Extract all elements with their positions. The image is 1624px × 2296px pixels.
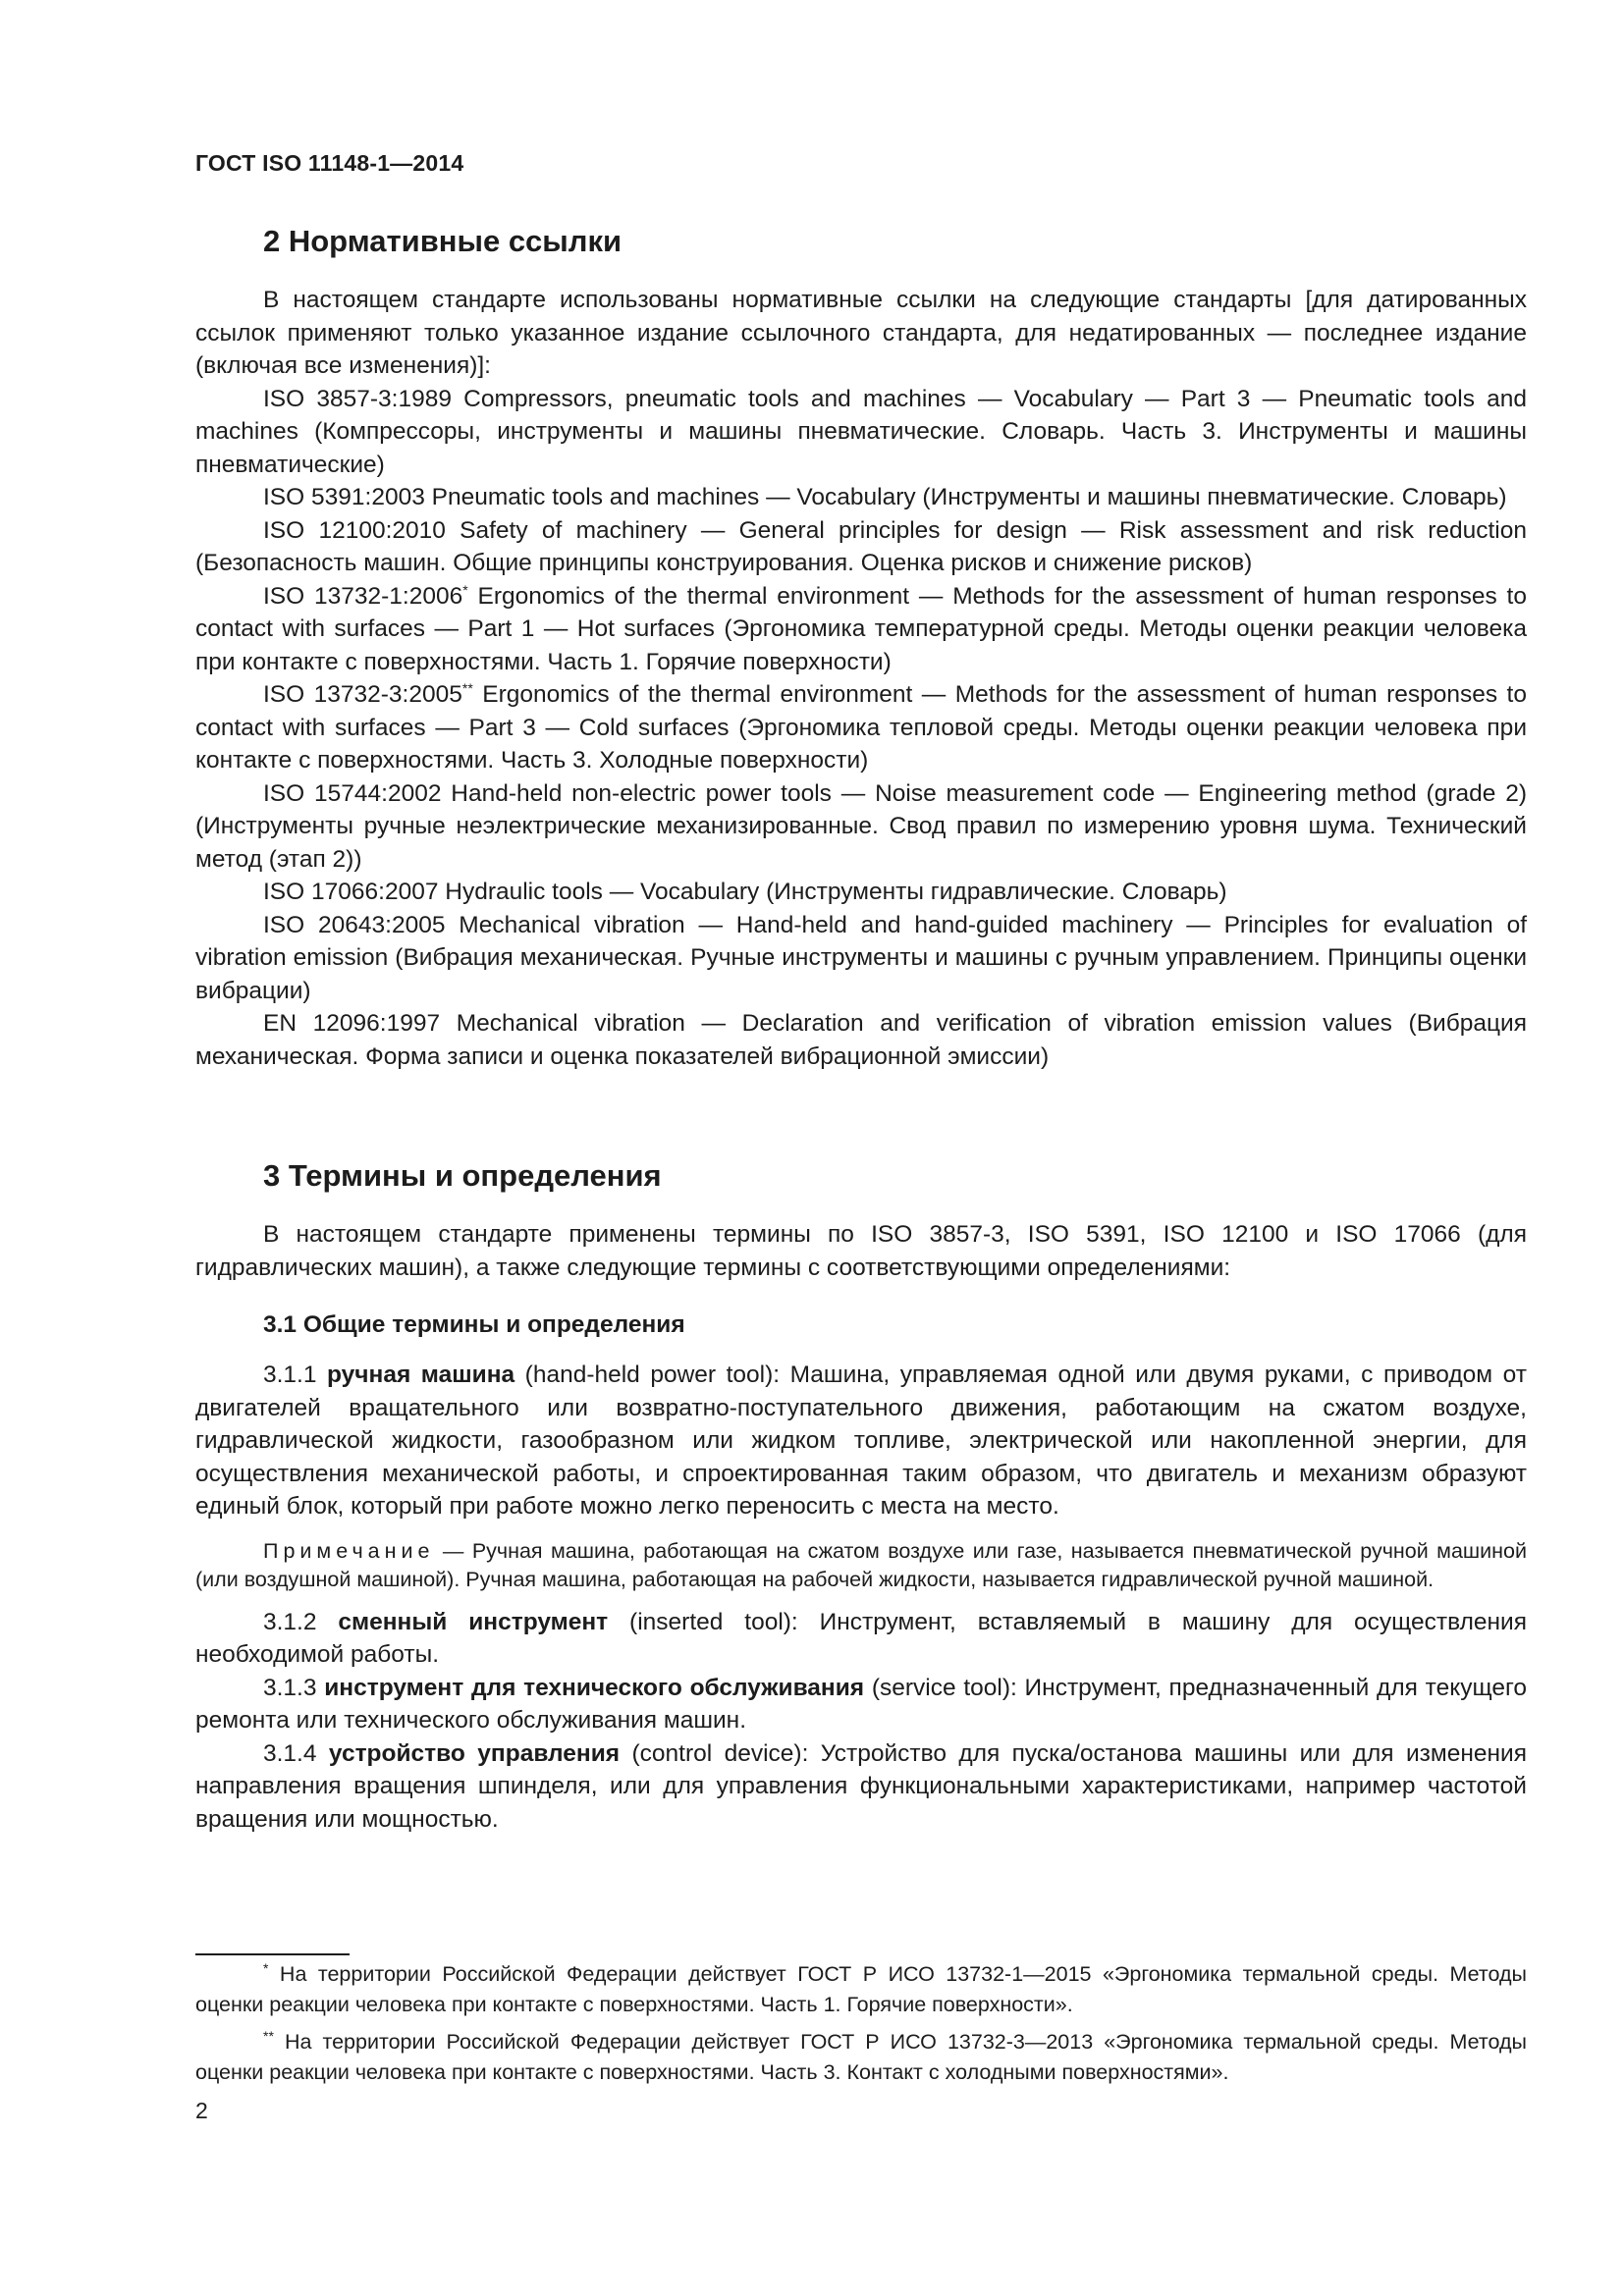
reference-id: ISO 13732-1:2006	[263, 582, 463, 610]
reference-item: ISO 3857-3:1989 Compressors, pneumatic tools and machines — Vocabulary — Part 3 — Pneumatic tools and machines (Компрессоры, инструменты и машины пневматические. Словарь. Часть 3. Инструменты и машины пневматические)	[195, 385, 1527, 478]
note-label: Примечание	[263, 1538, 435, 1563]
term-name: устройство управления	[328, 1739, 621, 1767]
footnote	[195, 2027, 1527, 2088]
reference-item: ISO 17066:2007 Hydraulic tools — Vocabulary (Инструменты гидравлические. Словарь)	[263, 879, 1227, 905]
footnote-text: На территории Российской Федерации действует ГОСТ Р ИСО 13732-1—2015 «Эргономика термальной среды. Методы оценки реакции человека при контакте с поверхностями. Часть 1. Горячие поверхности».	[195, 1962, 1527, 2016]
term-text: (hand-held power tool): Машина, управляемая одной или двумя руками, с приводом от двигателей вращательного или возвратно-поступательного движения, работающим на сжатом воздухе, гидравлической жидкости, газообразном или жидком топливе, электрической или накопленной энергии, для осуществления механической работы, и спроектированная таким образом, что двигатель и механизм образуют единый блок, который при работе можно легко переносить с места на место.	[195, 1362, 1527, 1520]
reference-item: ISO 15744:2002 Hand-held non-electric power tools — Noise measurement code — Engineering method (grade 2) (Инструменты ручные неэлектрические механизированные. Свод правил по измерению уровня шума. Технический метод (этап 2))	[195, 779, 1527, 873]
term-definition	[195, 1672, 1527, 1737]
term-name: сменный инструмент	[338, 1608, 609, 1635]
term-number: 3.1.4	[263, 1739, 329, 1767]
term-note	[195, 1537, 1527, 1594]
reference-item	[195, 678, 1527, 777]
reference-item	[195, 580, 1527, 679]
document-header: ГОСТ ISO 11148-1—2014	[195, 150, 464, 176]
footnote-mark: *	[263, 1959, 269, 1976]
section-2-intro: В настоящем стандарте использованы нормативные ссылки на следующие стандарты [для датированных ссылок применяют только указанное издание ссылочного стандарта, для недатированных — последнее издание (включая все изменения)]:	[195, 287, 1527, 379]
term-number: 3.1.1	[263, 1362, 328, 1388]
footnote	[195, 1959, 1527, 2020]
footnote-mark: *	[462, 581, 468, 598]
reference-item: ISO 12100:2010 Safety of machinery — General principles for design — Risk assessment and risk reduction (Безопасность машин. Общие принципы конструирования. Оценка рисков и снижение рисков)	[195, 516, 1527, 576]
term-text: (service tool): Инструмент, предназначенный для текущего ремонта или технического обслуживания машин.	[195, 1674, 1528, 1734]
term-definition	[195, 1359, 1527, 1523]
footnote-mark: **	[263, 2027, 274, 2044]
section-2-title: 2 Нормативные ссылки	[263, 224, 623, 258]
term-number: 3.1.2	[263, 1608, 339, 1635]
term-definition	[195, 1606, 1527, 1672]
section-3-terms	[195, 1359, 1527, 1836]
term-number: 3.1.3	[263, 1674, 325, 1701]
reference-item: EN 12096:1997 Mechanical vibration — Declaration and verification of vibration emission values (Вибрация механическая. Форма записи и оценка показателей вибрационной эмиссии)	[195, 1010, 1527, 1070]
section-3-intro: В настоящем стандарте применены термины по ISO 3857-3, ISO 5391, ISO 12100 и ISO 17066 (для гидравлических машин), а также следующие термины с соответствующими определениями:	[195, 1221, 1527, 1281]
note-text: — Ручная машина, работающая на сжатом воздухе или газе, называется пневматической ручной машиной (или воздушной машиной). Ручная машина, работающая на рабочей жидкости, называется гидравлической ручной машиной.	[195, 1538, 1527, 1591]
reference-id: ISO 13732-3:2005	[263, 681, 462, 708]
term-name: ручная машина	[327, 1362, 515, 1388]
section-3-title: 3 Термины и определения	[263, 1158, 662, 1193]
reference-text: Ergonomics of the thermal environment — Methods for the assessment of human responses to contact with surfaces — Part 1 — Hot surfaces (Эргономика температурной среды. Методы оценки реакции человека при контакте с поверхностями. Часть 1. Горячие поверхности)	[195, 582, 1527, 675]
footnotes	[195, 1959, 1527, 2095]
term-text: (control device): Устройство для пуска/останова машины или для изменения направления вращения шпинделя, или для управления функциональными характеристиками, например частотой вращения или мощностью.	[195, 1739, 1527, 1833]
page-number: 2	[195, 2098, 208, 2123]
footnote-text: На территории Российской Федерации действует ГОСТ Р ИСО 13732-3—2013 «Эргономика термальной среды. Методы оценки реакции человека при контакте с поверхностями. Часть 3. Контакт с холодными поверхностями».	[195, 2030, 1527, 2084]
footnote-mark: **	[461, 679, 473, 696]
term-definition	[195, 1737, 1527, 1837]
reference-text: Ergonomics of the thermal environment — Methods for the assessment of human responses to contact with surfaces — Part 3 — Cold surfaces (Эргономика тепловой среды. Методы оценки реакции человека при контакте с поверхностями. Часть 3. Холодные поверхности)	[195, 681, 1527, 774]
reference-item: ISO 20643:2005 Mechanical vibration — Hand-held and hand-guided machinery — Principles for evaluation of vibration emission (Вибрация механическая. Ручные инструменты и машины с ручным управлением. Принципы оценки вибрации)	[195, 911, 1527, 1004]
subsection-3-1-title: 3.1 Общие термины и определения	[263, 1311, 685, 1338]
section-2-body	[195, 284, 1527, 1073]
term-text: (inserted tool): Инструмент, вставляемый в машину для осуществления необходимой работы.	[195, 1608, 1527, 1668]
term-name: инструмент для технического обслуживания	[324, 1674, 865, 1701]
reference-item: ISO 5391:2003 Pneumatic tools and machines — Vocabulary (Инструменты и машины пневматические. Словарь)	[263, 484, 1507, 510]
footnote-separator	[195, 1953, 350, 1955]
section-3-intro-block	[195, 1218, 1527, 1284]
